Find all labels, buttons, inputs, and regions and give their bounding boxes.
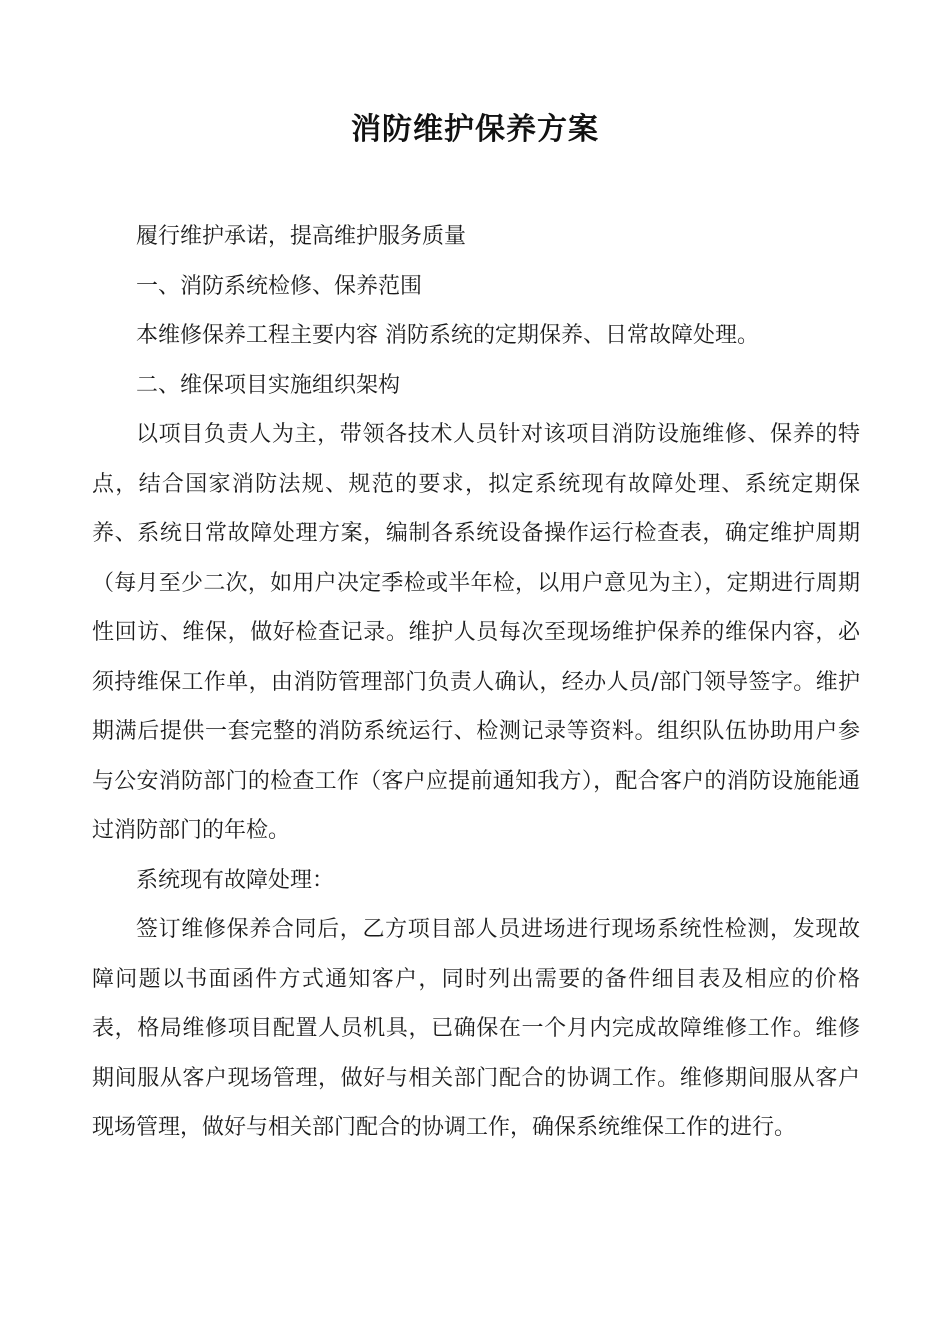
heading-organization: 二、维保项目实施组织架构: [136, 372, 401, 398]
paragraph-scope-content: 本维修保养工程主要内容 消防系统的定期保养、日常故障处理。: [136, 323, 759, 348]
heading-fault-handling: 系统现有故障处理：: [136, 867, 335, 893]
paragraph-organization: 以项目负责人为主，带领各技术人员针对该项目消防设施维修、保养的特点，结合国家消防法规、规范的要求，拟定系统现有故障处理、系统定期保养、系统日常故障处理方案，编制各系统设备操作运行检查表，确定维护周期（每月至少二次，如用户决定季检或半年检，以用户意见为主），定期进行周期性回访、维保，做好检查记录。维护人员每次至现场维护保养的维保内容，必须持维保工作单，由消防管理部门负责人确认，经办人员/部门领导签字。维护期满后提供一套完整的消防系统运行、检测记录等资料。组织队伍协助用户参与公安消防部门的检查工作（客户应提前通知我方），配合客户的消防设施能通过消防部门的年检。: [92, 422, 860, 843]
document-body: [92, 212, 860, 1153]
document-title: 消防维护保养方案: [351, 112, 599, 147]
heading-scope: 一、消防系统检修、保养范围: [136, 273, 423, 299]
paragraph-commitment: 履行维护承诺，提高维护服务质量: [136, 224, 467, 249]
paragraph-fault-handling: 签订维修保养合同后，乙方项目部人员进场进行现场系统性检测，发现故障问题以书面函件方式通知客户，同时列出需要的备件细目表及相应的价格表，格局维修项目配置人员机具，已确保在一个月内完成故障维修工作。维修期间服从客户现场管理，做好与相关部门配合的协调工作。维修期间服从客户现场管理，做好与相关部门配合的协调工作，确保系统维保工作的进行。: [92, 917, 860, 1140]
